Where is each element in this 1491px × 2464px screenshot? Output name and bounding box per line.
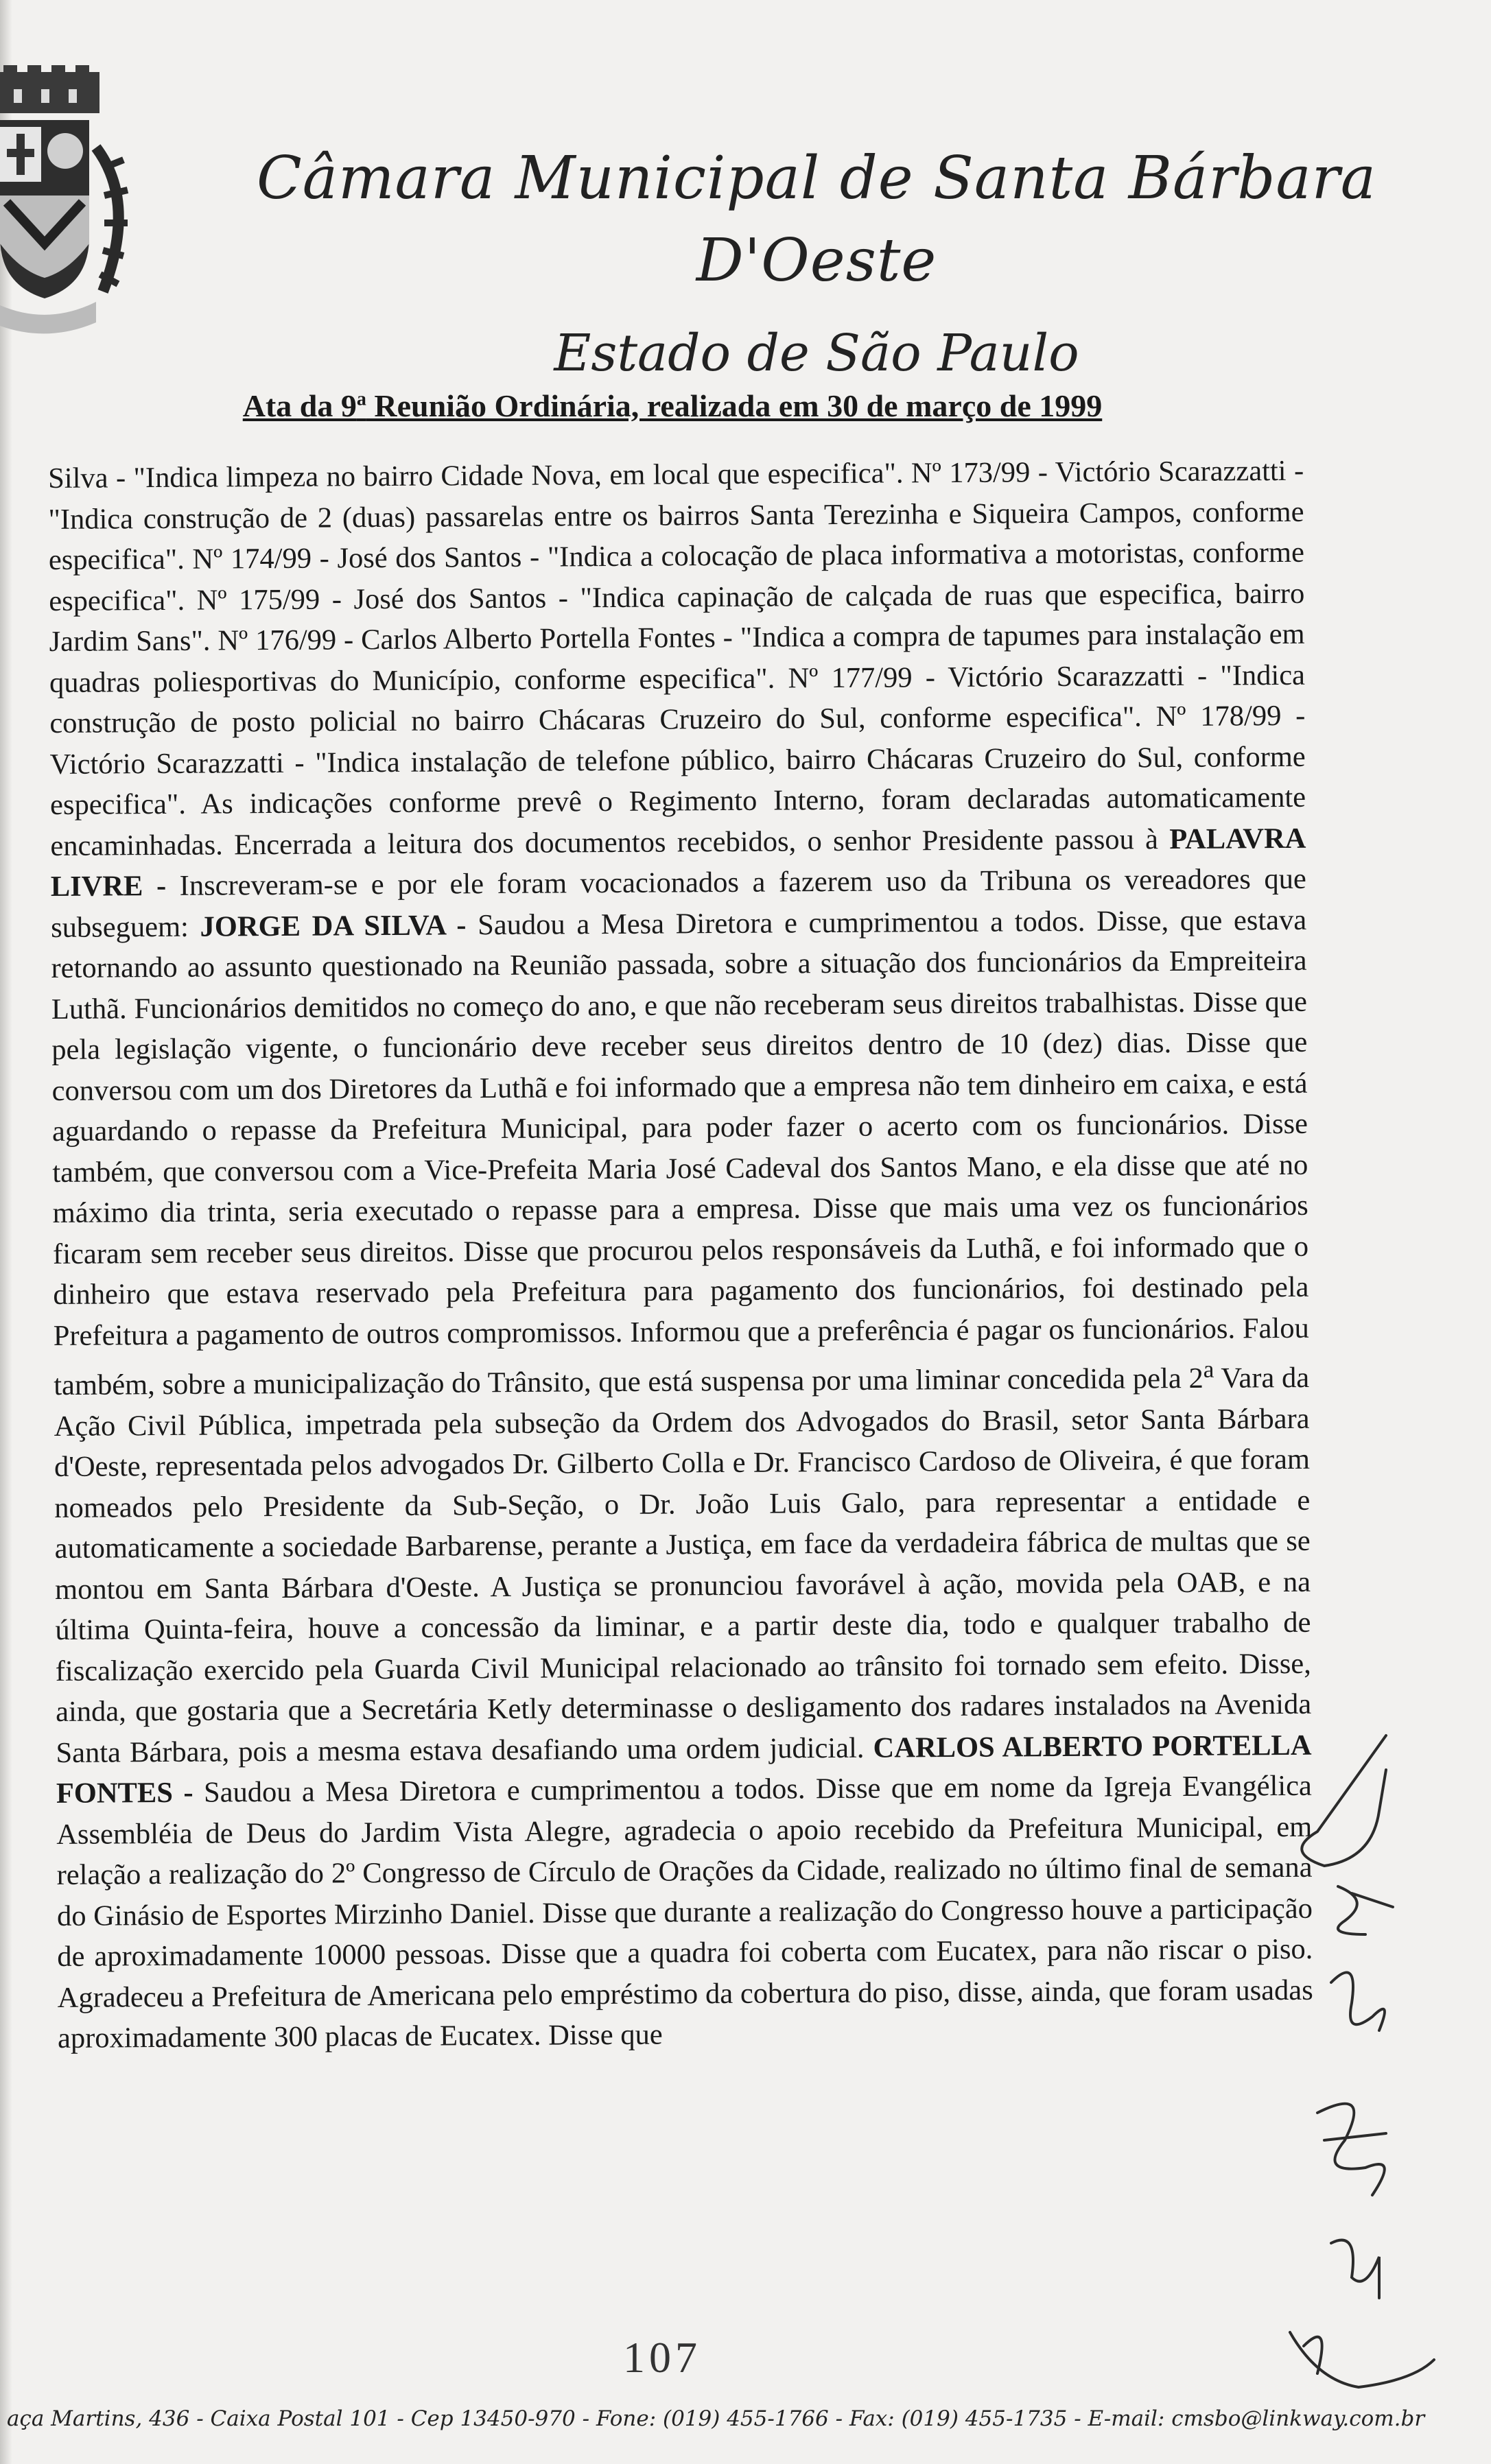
letterhead-footer-address: aça Martins, 436 - Caixa Postal 101 - Cep 13450-970 - Fone: (019) 455-1766 - Fax: (019) 455-1735 - E-mail: cmsbo@linkway.com.br	[7, 2406, 1425, 2431]
body-part-4: Vara da Ação Civil Pública, impetrada pela subseção da Ordem dos Advogados do Brasil, setor Santa Bárbara d'Oeste, representada pelos advogados Dr. Gilberto Colla e Dr. Francisco Cardoso de Oliveira, é que foram nomeados pelo Presidente da Sub-Seção, o Dr. João Luis Galo, para representar a entidade e automaticamente a sociedade Barbarense, perante a Justiça, em face da verdadeira fábrica de multas que se montou em Santa Bárbara d'Oeste. A Justiça se pronunciou favorável à ação, movida pela OAB, e na última Quinta-feira, houve a concessão da liminar, e a partir deste dia, todo e qualquer trabalho de fiscalização exercido pela Guarda Civil Municipal relacionado ao trânsito foi tornado sem efeito. Disse, ainda, que gostaria que a Secretária Ketly determinasse o desligamento dos radares instalados na Avenida Santa Bárbara, pois a mesma estava desafiando uma ordem judicial.	[54, 1361, 1312, 1769]
minutes-body	[48, 451, 1313, 2059]
minutes-title-suffix: Reunião Ordinária, realizada em 30 de março de 1999	[366, 388, 1103, 423]
minutes-title	[206, 388, 1139, 424]
minutes-title-ordinal: a	[356, 388, 366, 410]
palavra-livre-heading: PALAVRA LIVRE -	[50, 822, 1306, 903]
municipal-coat-of-arms-emblem	[0, 65, 137, 340]
body-part-3: Saudou a Mesa Diretora e cumprimentou a todos. Disse, que estava retornando ao assunto questionado na Reunião passada, sobre a situação dos funcionários da Empreiteira Luthã. Funcionários demitidos no começo do ano, e que não receberam seus direitos trabalhistas. Disse que pela legislação vigente, o funcionário deve receber seus direitos dentro de 10 (dez) dias. Disse que conversou com um dos Diretores da Luthã e foi informado que a empresa não tem dinheiro em caixa, e está aguardando o repasse da Prefeitura Municipal, para poder fazer o acerto com os funcionários. Disse também, que conversou com a Vice-Prefeita Maria José Cadeval dos Santos Mano, e ela disse que até no máximo dia trinta, seria executado o repasse para a empresa. Disse que mais uma vez os funcionários ficaram sem receber seus direitos. Disse que procurou pelos responsáveis da Luthã, e foi informado que o dinheiro que estava reservado pela Prefeitura para pagamento dos funcionários, foi destinado pela Prefeitura a pagamento de outros compromissos. Informou que a preferência é pagar os funcionários. Falou também, sobre a municipalização do Trânsito, que está suspensa por uma liminar concedida pela 2	[51, 903, 1309, 1402]
body-ordinal-sup: a	[1203, 1355, 1214, 1383]
body-part-1: Silva - "Indica limpeza no bairro Cidade Nova, em local que especifica". Nº 173/99 - Victório Scarazzatti - "Indica construção de 2 (duas) passarelas entre os bairros Santa Terezinha e Siqueira Campos, conforme especifica". Nº 174/99 - José dos Santos - "Indica a colocação de placa informativa a motoristas, conforme especifica". Nº 175/99 - José dos Santos - "Indica capinação de calçada de ruas que especifica, bairro Jardim Sans". Nº 176/99 - Carlos Alberto Portella Fontes - "Indica a compra de tapumes para instalação em quadras poliesportivas do Município, conforme especifica". Nº 177/99 - Victório Scarazzatti - "Indica construção de posto policial no bairro Chácaras Cruzeiro do Sul, conforme especifica". Nº 178/99 - Victório Scarazzatti - "Indica instalação de telefone público, bairro Chácaras Cruzeiro do Sul, conforme especifica". As indicações conforme prevê o Regimento Interno, foram declaradas automaticamente encaminhadas. Encerrada a leitura dos documentos recebidos, o senhor Presidente passou à	[48, 454, 1306, 862]
speaker-carlos-alberto-portella-fontes: CARLOS ALBERTO PORTELLA FONTES -	[56, 1729, 1312, 1810]
body-part-2: Inscreveram-se e por ele foram vocacionados a fazerem uso da Tribuna os vereadores que subseguem:	[51, 862, 1306, 944]
page-edge-shadow	[0, 0, 12, 2464]
minutes-title-prefix: Ata da 9	[242, 388, 357, 423]
handwritten-signatures-image	[1276, 1729, 1491, 2449]
page-number: 107	[623, 2333, 701, 2382]
body-part-5: Saudou a Mesa Diretora e cumprimentou a todos. Disse que em nome da Igreja Evangélica Assembléia de Deus do Jardim Vista Alegre, agradecia o apoio recebido da Prefeitura Municipal, em relação a realização do 2º Congresso de Círculo de Orações da Cidade, realizado no último final de semana do Ginásio de Esportes Mirzinho Daniel. Disse que durante a realização do Congresso houve a participação de aproximadamente 10000 pessoas. Disse que a quadra foi coberta com Eucatex, para não riscar o piso. Agradeceu a Prefeitura de Americana pelo empréstimo da cobertura do piso, disse, ainda, que foram usadas aproximadamente 300 placas de Eucatex. Disse que	[56, 1769, 1313, 2055]
letterhead	[178, 137, 1455, 391]
speaker-jorge-da-silva: JORGE DA SILVA -	[200, 908, 467, 943]
letterhead-state-name: Estado de São Paulo	[554, 324, 1079, 383]
letterhead-institution-name: Câmara Municipal de Santa Bárbara D'Oeste	[256, 144, 1377, 295]
